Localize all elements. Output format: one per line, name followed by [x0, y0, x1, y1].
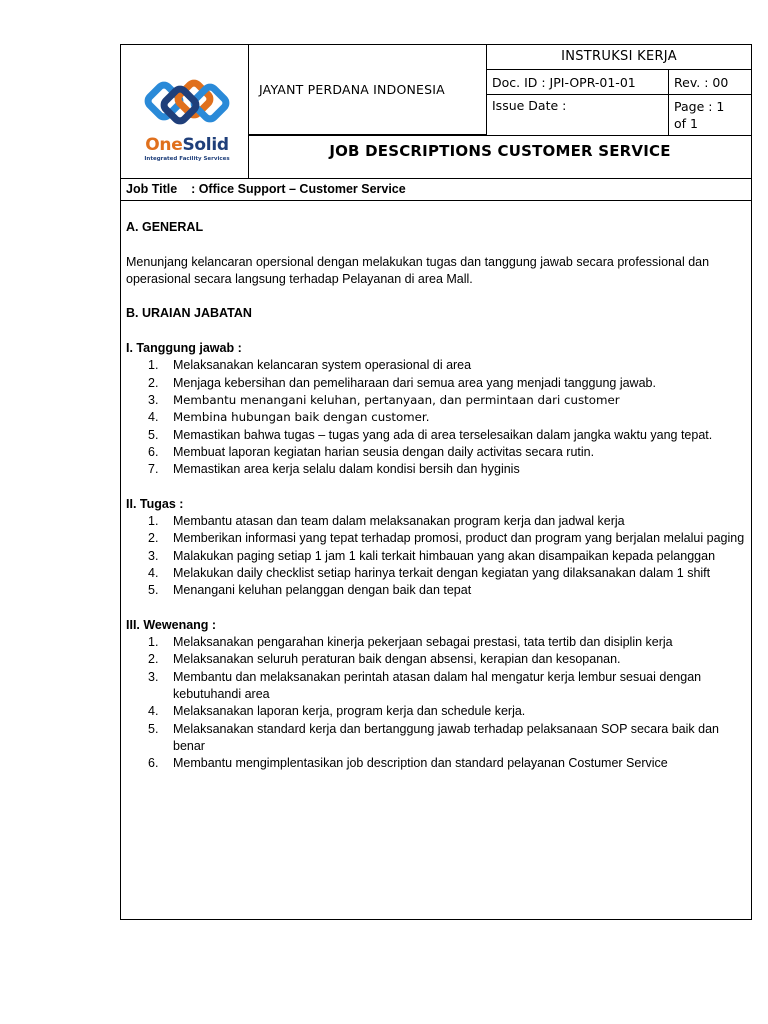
tanggung-jawab-heading: I. Tanggung jawab :: [126, 341, 242, 356]
list-item: 3. Membantu menangani keluhan, pertanyaan, dan permintaan dari customer: [148, 392, 620, 407]
list-item: 4. Melaksanakan laporan kerja, program kerja dan schedule kerja.: [148, 704, 526, 719]
page-number: [669, 95, 751, 135]
list-item: 2. Menjaga kebersihan dan pemeliharaan dari semua area yang menjadi tanggung jawab.: [148, 375, 656, 390]
list-item: 6. Membuat laporan kegiatan harian seusia dengan daily activitas secara rutin.: [148, 444, 595, 459]
list-item: 1. Melaksanakan pengarahan kinerja pekerjaan sebagai prestasi, tata tertib dan disiplin kerja: [148, 635, 673, 650]
document-id: Doc. ID : JPI-OPR-01-01: [487, 70, 669, 95]
job-title-row: [121, 178, 751, 201]
issue-date: Issue Date :: [487, 95, 669, 135]
company-logo: [135, 73, 239, 162]
section-uraian-heading: B. URAIAN JABATAN: [126, 306, 252, 321]
tugas-list: [126, 513, 746, 599]
job-title-label: Job Title: [126, 182, 178, 196]
document-header: [121, 45, 751, 178]
list-item: 3. Membantu dan melaksanakan perintah atasan dalam hal mengatur kerja lembur sesuai dengan kebutuhandi area: [148, 669, 702, 702]
logo-cell: [121, 45, 249, 178]
list-item: 1. Melaksanakan kelancaran system operasional di area: [148, 358, 472, 373]
tugas-heading: II. Tugas :: [126, 496, 184, 511]
section-general-heading: A. GENERAL: [126, 220, 204, 234]
list-item: 5. Memastikan bahwa tugas – tugas yang ada di area terselesaikan dalam jangka waktu yang tepat.: [148, 427, 713, 442]
job-title-value: : Office Support – Customer Service: [191, 182, 406, 196]
document-frame: [120, 44, 752, 920]
document-body: [126, 219, 746, 773]
list-item: 5. Melaksanakan standard kerja dan bertanggung jawab terhadap pelaksanaan SOP secara baik dan benar: [148, 721, 719, 753]
list-item: 4. Melakukan daily checklist setiap harinya terkait dengan kegiatan yang dilaksanakan dalam 1 shift: [148, 565, 711, 580]
company-name: JAYANT PERDANA INDONESIA: [249, 45, 487, 135]
wewenang-heading: III. Wewenang :: [126, 617, 217, 632]
onesolid-logo-icon: [135, 73, 239, 131]
list-item: 3. Malakukan paging setiap 1 jam 1 kali terkait himbauan yang akan disampaikan kepada pelanggan: [148, 548, 716, 563]
list-item: 1. Membantu atasan dan team dalam melaksanakan program kerja dan jadwal kerja: [148, 514, 625, 529]
section-general-text: Menunjang kelancaran opersional dengan melakukan tugas dan tanggung jawab secara professional dan operasional secara langsung terhadap Pelayanan di area Mall.: [126, 254, 710, 286]
list-item: 4. Membina hubungan baik dengan customer.: [148, 410, 430, 425]
revision: Rev. : 00: [669, 70, 751, 95]
list-item: 2. Memberikan informasi yang tepat terhadap promosi, product dan program yang berjalan melalui paging: [148, 531, 745, 546]
list-item: 7. Memastikan area kerja selalu dalam kondisi bersih dan hyginis: [148, 462, 520, 477]
document-title: JOB DESCRIPTIONS CUSTOMER SERVICE: [249, 135, 751, 178]
list-item: 5. Menangani keluhan pelanggan dengan baik dan tepat: [148, 583, 472, 598]
list-item: 2. Melaksanakan seluruh peraturan baik dengan absensi, kerapian dan kesopanan.: [148, 652, 621, 667]
document-type: INSTRUKSI KERJA: [487, 45, 751, 70]
page-line-1: Page : 1: [674, 99, 725, 114]
tanggung-jawab-list: [126, 357, 746, 478]
logo-wordmark: OneSolid: [145, 135, 229, 155]
logo-tagline: Integrated Facility Services: [144, 156, 230, 162]
page-line-2: of 1: [674, 116, 698, 131]
wewenang-list: [126, 634, 746, 772]
list-item: 6. Membantu mengimplentasikan job description dan standard pelayanan Costumer Service: [148, 756, 668, 771]
